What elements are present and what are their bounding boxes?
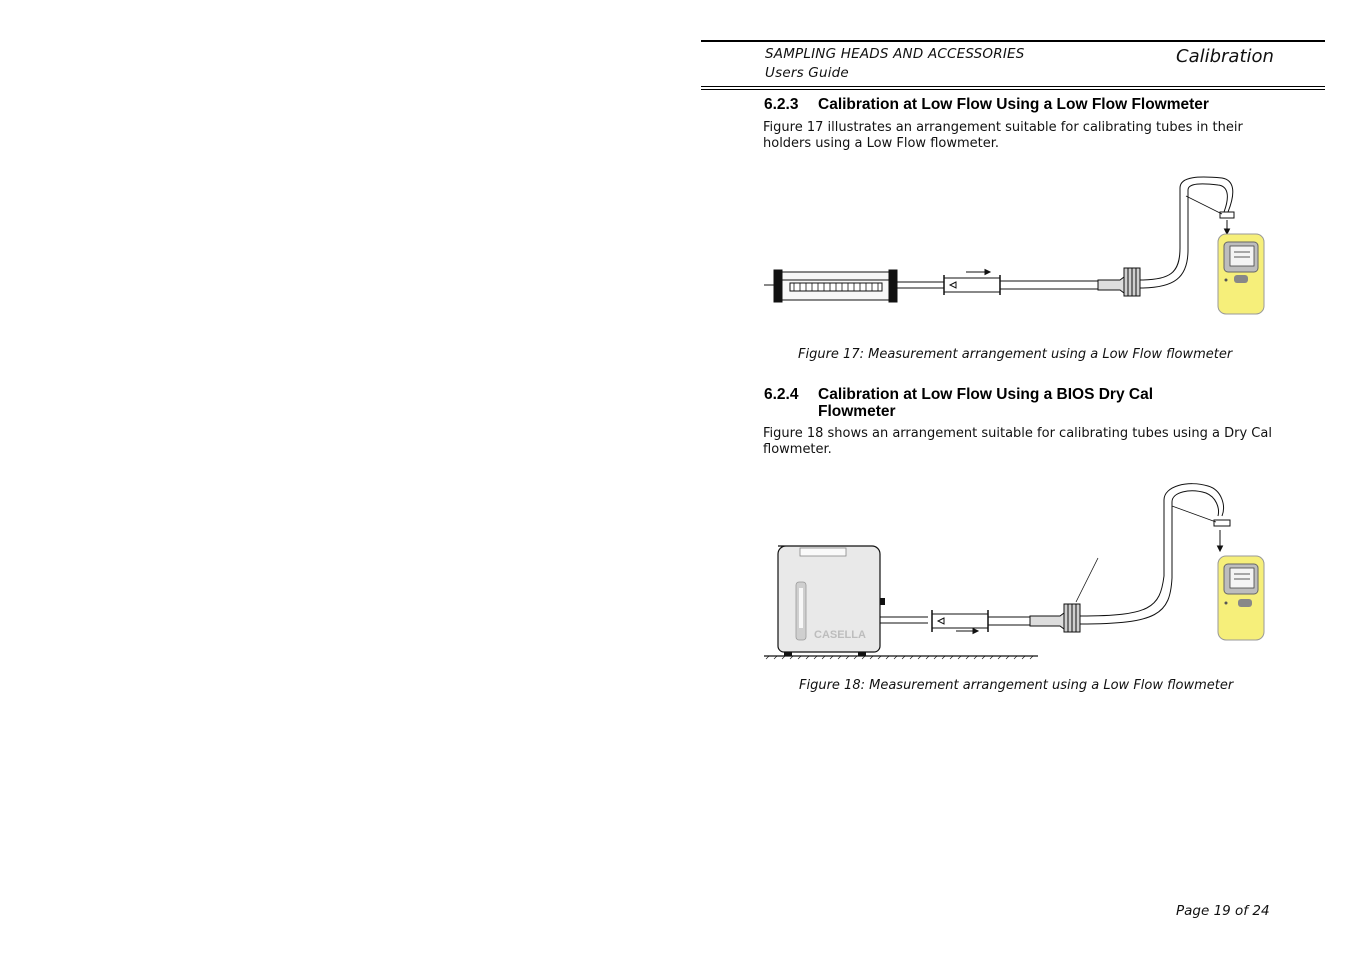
section-624-number: 6.2.4 bbox=[764, 386, 799, 403]
header-bottom-rule-1 bbox=[701, 86, 1325, 87]
fig17-leader-line bbox=[1186, 196, 1222, 214]
figure-17-caption: Figure 17: Measurement arrangement using a Low Flow flowmeter bbox=[798, 347, 1233, 362]
fig18-adaptor bbox=[1030, 613, 1064, 629]
section-624-title-line1: Calibration at Low Flow Using a BIOS Dry Cal bbox=[818, 386, 1154, 403]
section-623-number: 6.2.3 bbox=[764, 96, 799, 113]
fig17-hose-inner bbox=[1140, 184, 1227, 288]
fig18-ground bbox=[764, 656, 1038, 659]
fig17-adaptor bbox=[1098, 277, 1124, 293]
section-623-body: Figure 17 illustrates an arrangement suitable for calibrating tubes in their holders using a Low Flow flowmeter. bbox=[763, 120, 1243, 151]
page-number: Page 19 of 24 bbox=[1176, 903, 1270, 919]
figure-17-diagram bbox=[760, 168, 1280, 324]
fig18-hose-clip bbox=[1214, 520, 1230, 526]
header-section-title: Calibration bbox=[1176, 46, 1274, 67]
header-bottom-rule-2 bbox=[701, 89, 1325, 90]
header-doc-info bbox=[765, 45, 1025, 83]
section-624-body: Figure 18 shows an arrangement suitable for calibrating tubes using a Dry Cal flowmeter. bbox=[763, 426, 1272, 457]
fig17-flowmeter-cell bbox=[944, 278, 1000, 292]
fig17-sampling-pump bbox=[1218, 234, 1264, 314]
fig18-device-brand: CASELLA bbox=[814, 629, 866, 641]
fig17-hose-clip bbox=[1220, 212, 1234, 218]
figure-18-caption: Figure 18: Measurement arrangement using a Low Flow flowmeter bbox=[799, 678, 1234, 693]
section-624-title-line2: Flowmeter bbox=[818, 403, 896, 420]
figure-18-diagram bbox=[760, 476, 1280, 660]
fig18-hose-inner bbox=[1080, 491, 1219, 624]
header-doc-title: SAMPLING HEADS AND ACCESSORIES bbox=[765, 46, 1025, 62]
fig18-connector-leader bbox=[1076, 558, 1098, 602]
fig18-flowmeter-cell bbox=[932, 614, 988, 628]
fig18-sampling-pump bbox=[1218, 556, 1264, 640]
fig17-holder-endcap-left bbox=[774, 270, 782, 302]
fig18-clip-leader bbox=[1172, 506, 1216, 522]
fig18-hose-outer bbox=[1080, 484, 1223, 616]
header-doc-subtitle: Users Guide bbox=[765, 65, 849, 81]
header-top-rule bbox=[701, 40, 1325, 42]
fig17-holder-endcap-right bbox=[889, 270, 897, 302]
section-623-title: Calibration at Low Flow Using a Low Flow Flowmeter bbox=[818, 96, 1209, 113]
